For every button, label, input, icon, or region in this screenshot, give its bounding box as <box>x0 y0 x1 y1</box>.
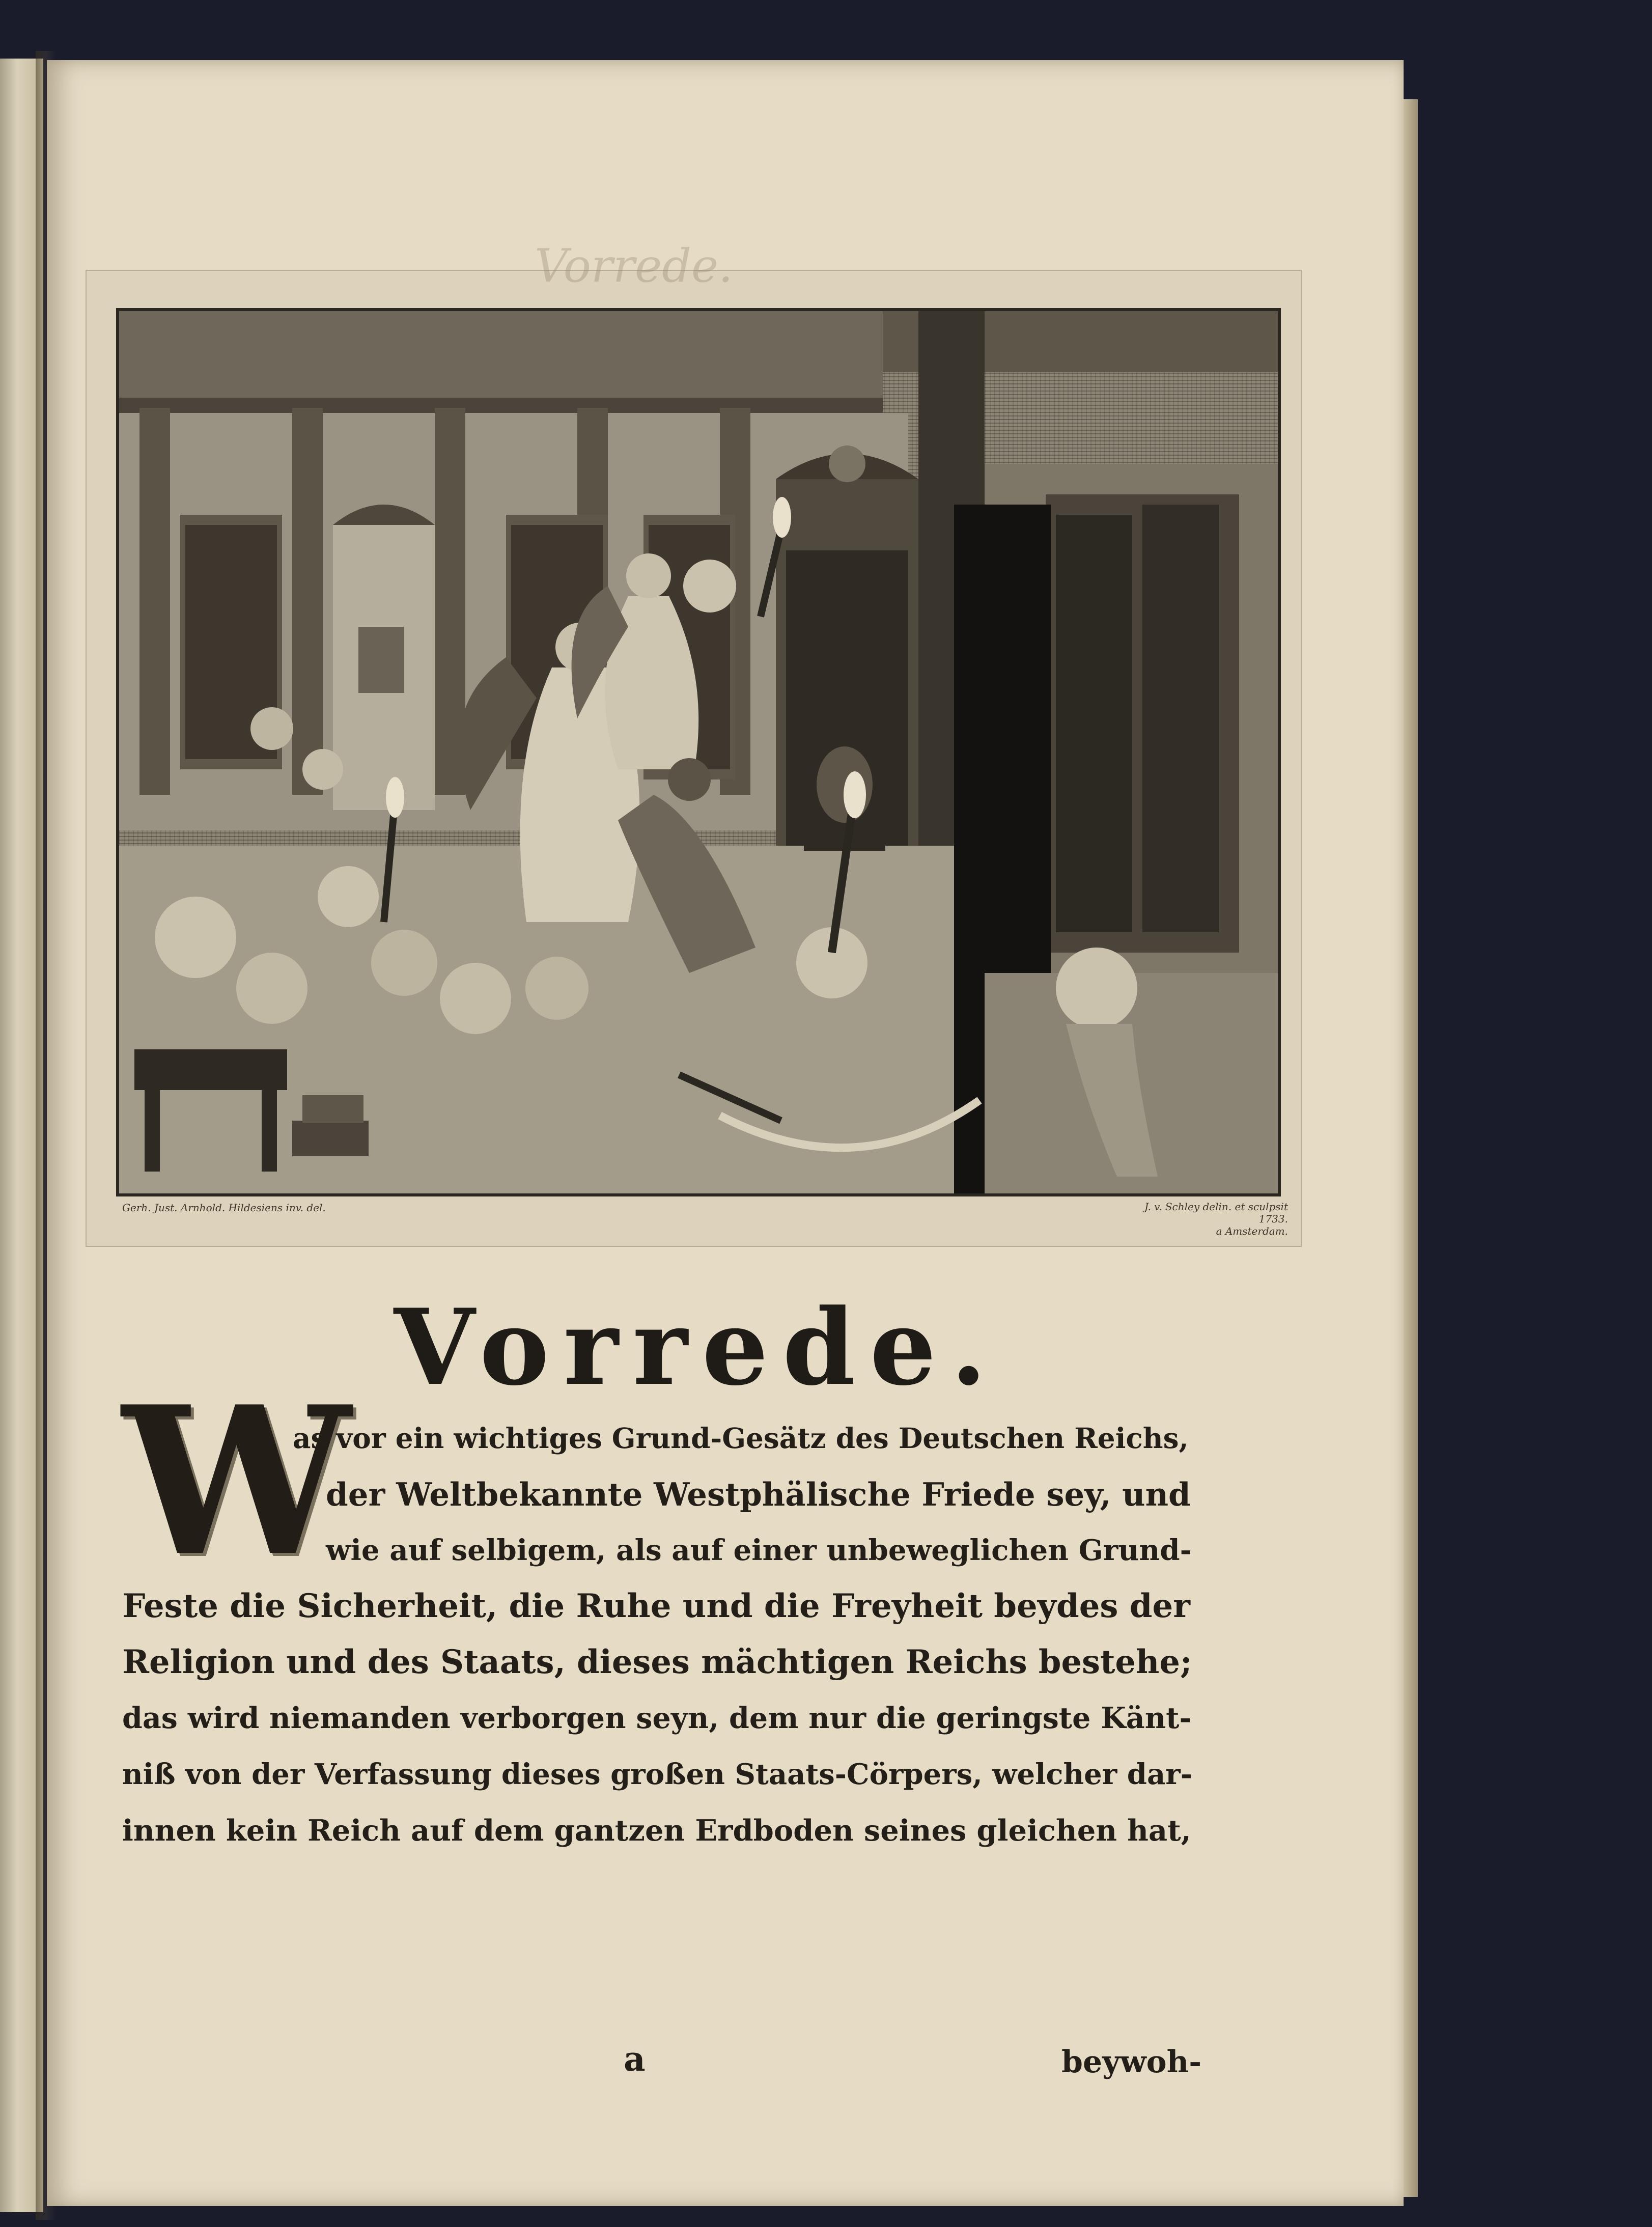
engraving-credit-engraver-line1: J. v. Schley delin. et sculpsit 1733. <box>1144 1201 1288 1225</box>
text-line-5: Religion und des Staats, dieses mächtigen Reichs bestehe; <box>122 1643 1192 1681</box>
text-line-8: innen kein Reich auf dem gantzen Erdboden seines gleichen hat, <box>122 1813 1191 1848</box>
text-line-2: der Weltbekannte Westphälische Friede sey, und <box>326 1476 1191 1513</box>
engraving-credit-inventor: Gerh. Just. Arnhold. Hildesiens inv. del. <box>122 1202 326 1214</box>
text-line-4: Feste die Sicherheit, die Ruhe und die Freyheit beydes der <box>122 1587 1190 1625</box>
engraving-credit-engraver <box>1120 1201 1288 1237</box>
catchword: beywoh- <box>1061 2044 1202 2080</box>
signature-mark: a <box>624 2039 646 2079</box>
text-line-7: niß von der Verfassung dieses großen Staats-Cörpers, welcher dar- <box>122 1758 1192 1791</box>
engraving-scene <box>119 311 1278 1193</box>
decorated-initial: W <box>122 1362 351 1601</box>
page-stack-edge <box>1404 99 1418 2197</box>
library-engraving <box>116 308 1281 1196</box>
text-line-3: wie auf selbigem, als auf einer unbeweglichen Grund- <box>326 1534 1192 1567</box>
text-line-6: das wird niemanden verborgen seyn, dem nur die geringste Känt- <box>122 1701 1192 1735</box>
engraving-credit-engraver-line2: a Amsterdam. <box>1216 1225 1288 1237</box>
show-through-text: Vorrede. <box>535 239 733 293</box>
page-title: Vorrede. <box>394 1287 1001 1409</box>
text-line-1: as vor ein wichtiges Grund-Gesätz des Deutschen Reichs, <box>293 1422 1189 1455</box>
